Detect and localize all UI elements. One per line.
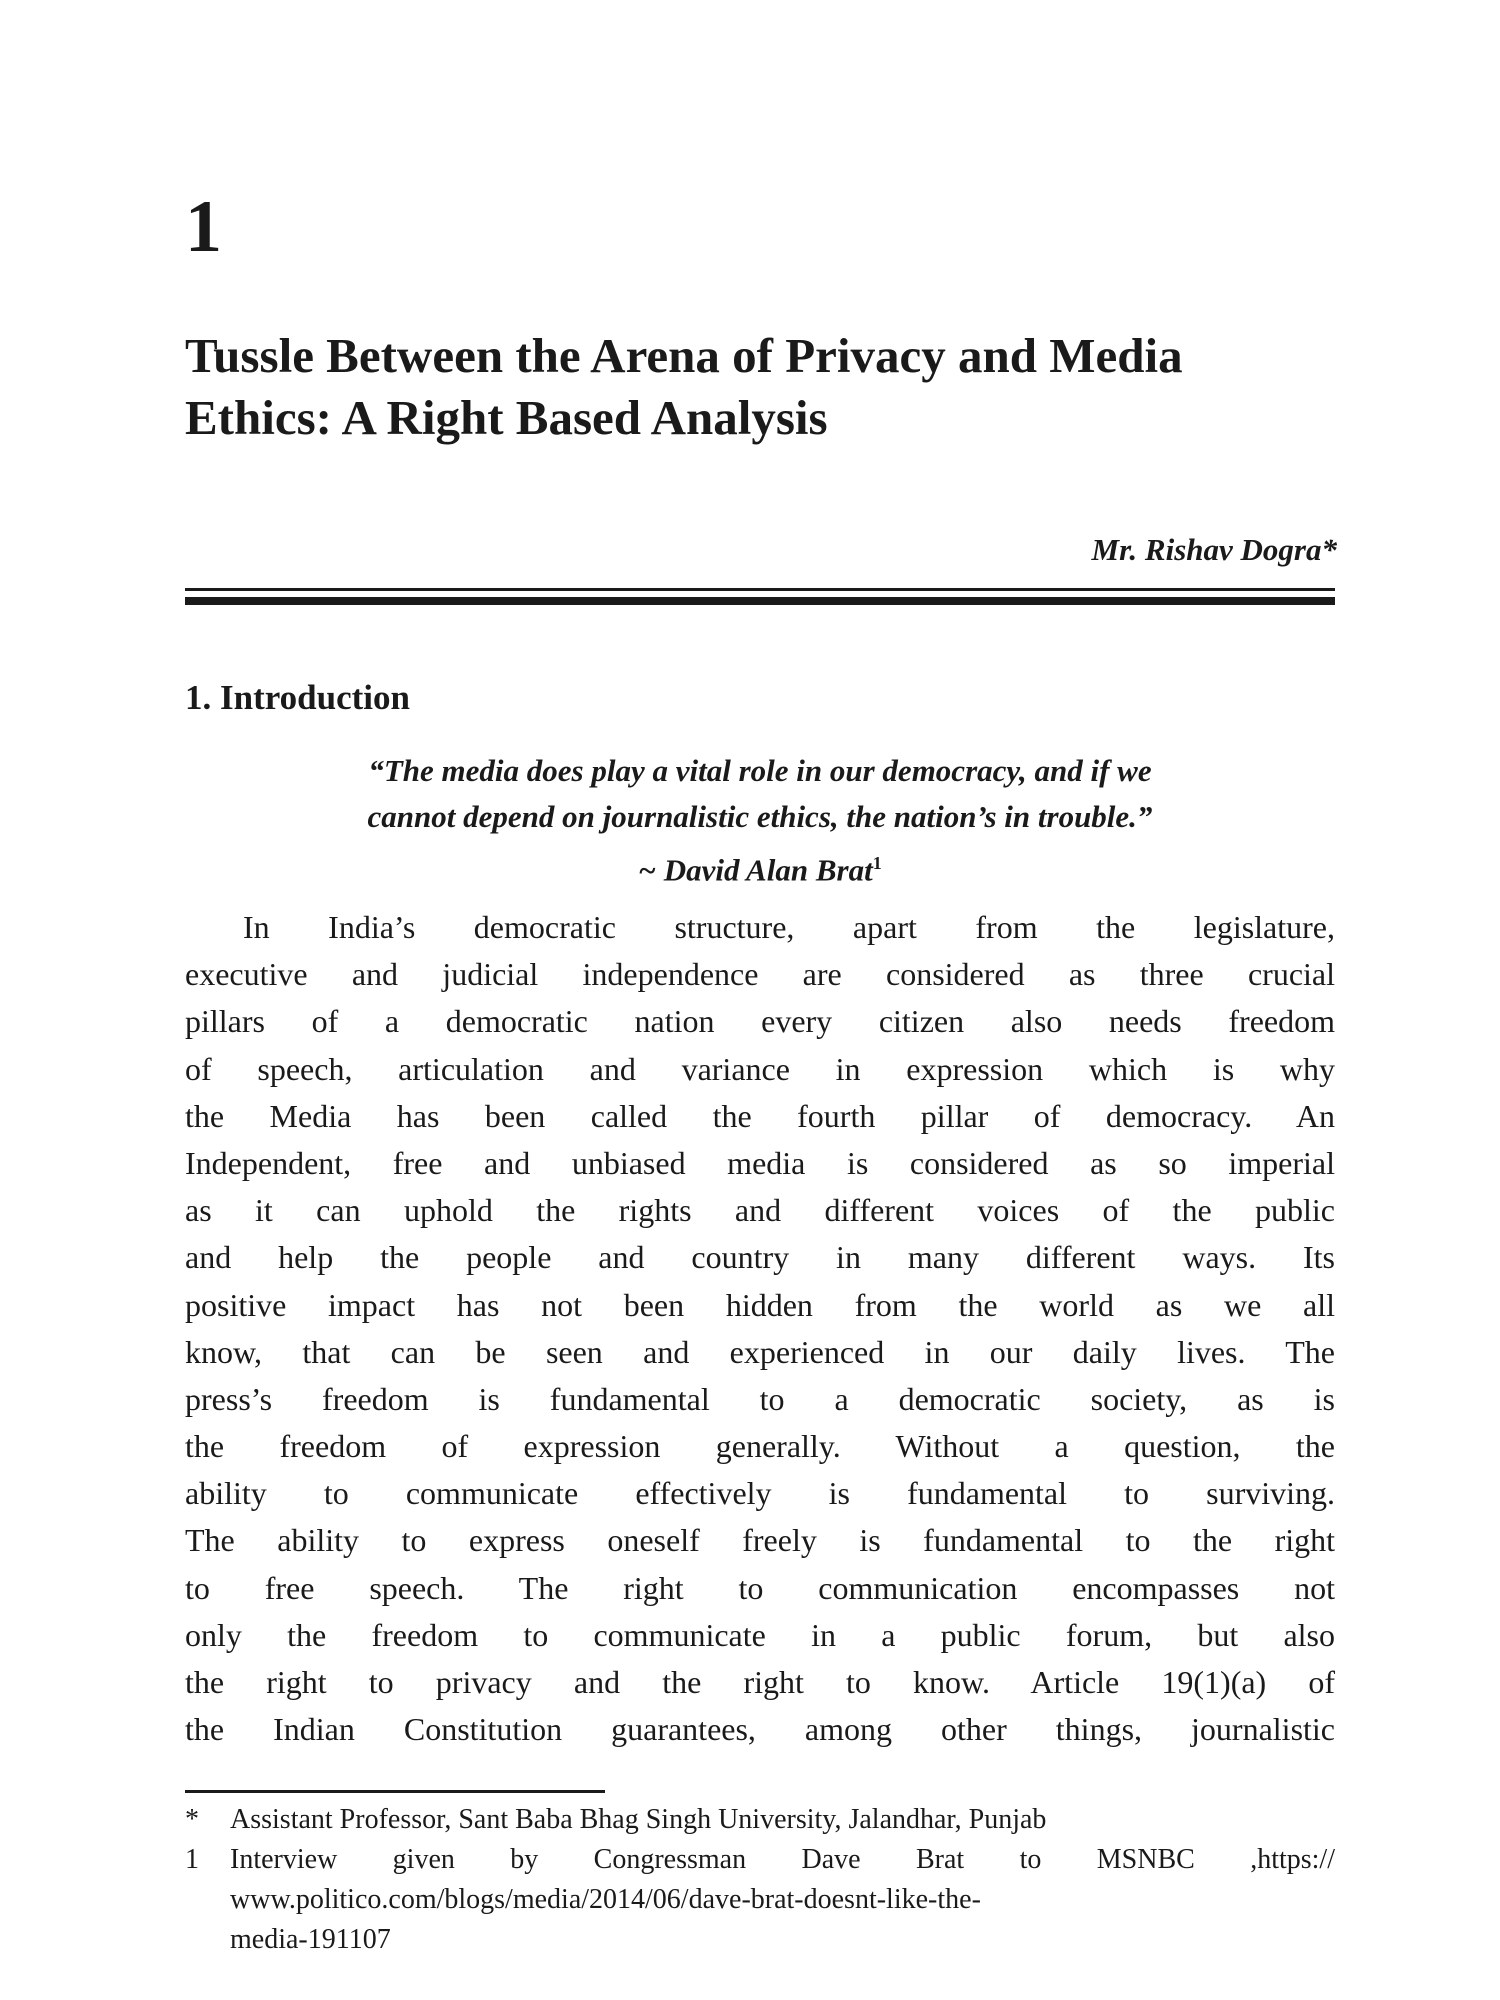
footnote-mark: * (185, 1804, 199, 1835)
body-line: press’s freedom is fundamental to a democratic society, as is (185, 1380, 1335, 1417)
footnote-ref-1[interactable]: 1 (872, 853, 882, 873)
body-line: of speech, articulation and variance in expression which is why (185, 1050, 1335, 1087)
footnote-line: Assistant Professor, Sant Baba Bhag Singh University, Jalandhar, Punjab (230, 1804, 1047, 1835)
footnote-1 (185, 1840, 1335, 1960)
body-line: the Indian Constitution guarantees, among other things, journalistic (185, 1711, 1335, 1748)
body-line: know, that can be seen and experienced in our daily lives. The (185, 1333, 1335, 1370)
body-line: The ability to express oneself freely is fundamental to the right (185, 1522, 1335, 1559)
epigraph-attribution: ~ David Alan Brat (638, 852, 873, 888)
body-line: to free speech. The right to communication encompasses not (185, 1569, 1335, 1606)
footnote-author (185, 1800, 1335, 1840)
footnote-mark: 1 (185, 1844, 199, 1875)
footnotes (185, 1800, 1335, 1960)
footnote-line: Interview given by Congressman Dave Brat to MSNBC ,https:// (230, 1844, 1335, 1875)
chapter-number: 1 (185, 186, 222, 268)
body-line: In India’s democratic structure, apart from the legislature, (243, 909, 1335, 945)
title-rule-thick (185, 597, 1335, 605)
body-line: the freedom of expression generally. Without a question, the (185, 1428, 1335, 1465)
body-paragraph (185, 904, 1335, 1753)
body-line: and help the people and country in many different ways. Its (185, 1239, 1335, 1276)
body-line: only the freedom to communicate in a public forum, but also (185, 1616, 1335, 1653)
epigraph-line: cannot depend on journalistic ethics, the nation’s in trouble.” (367, 799, 1153, 834)
section-heading: 1. Introduction (185, 678, 410, 717)
epigraph (185, 748, 1335, 893)
body-line: pillars of a democratic nation every citizen also needs freedom (185, 1003, 1335, 1040)
body-line: the right to privacy and the right to know. Article 19(1)(a) of (185, 1664, 1335, 1700)
body-line: Independent, free and unbiased media is considered as so imperial (185, 1144, 1335, 1181)
author-name: Mr. Rishav Dogra* (1091, 532, 1337, 567)
body-line: executive and judicial independence are considered as three crucial (185, 956, 1335, 993)
title-rule-thin (185, 588, 1335, 591)
body-line: the Media has been called the fourth pillar of democracy. An (185, 1097, 1335, 1134)
footnote-line: media-191107 (230, 1924, 391, 1955)
epigraph-line: “The media does play a vital role in our democracy, and if we (368, 753, 1152, 788)
body-line: as it can uphold the rights and different voices of the public (185, 1192, 1335, 1229)
body-line: ability to communicate effectively is fundamental to surviving. (185, 1475, 1335, 1512)
epigraph-attribution-line (185, 840, 1335, 893)
body-line: positive impact has not been hidden from the world as we all (185, 1286, 1335, 1323)
chapter-title: Tussle Between the Arena of Privacy and Media Ethics: A Right Based Analysis (185, 328, 1183, 445)
footnote-separator (185, 1790, 605, 1793)
footnote-line: www.politico.com/blogs/media/2014/06/dave-brat-doesnt-like-the- (230, 1884, 981, 1915)
